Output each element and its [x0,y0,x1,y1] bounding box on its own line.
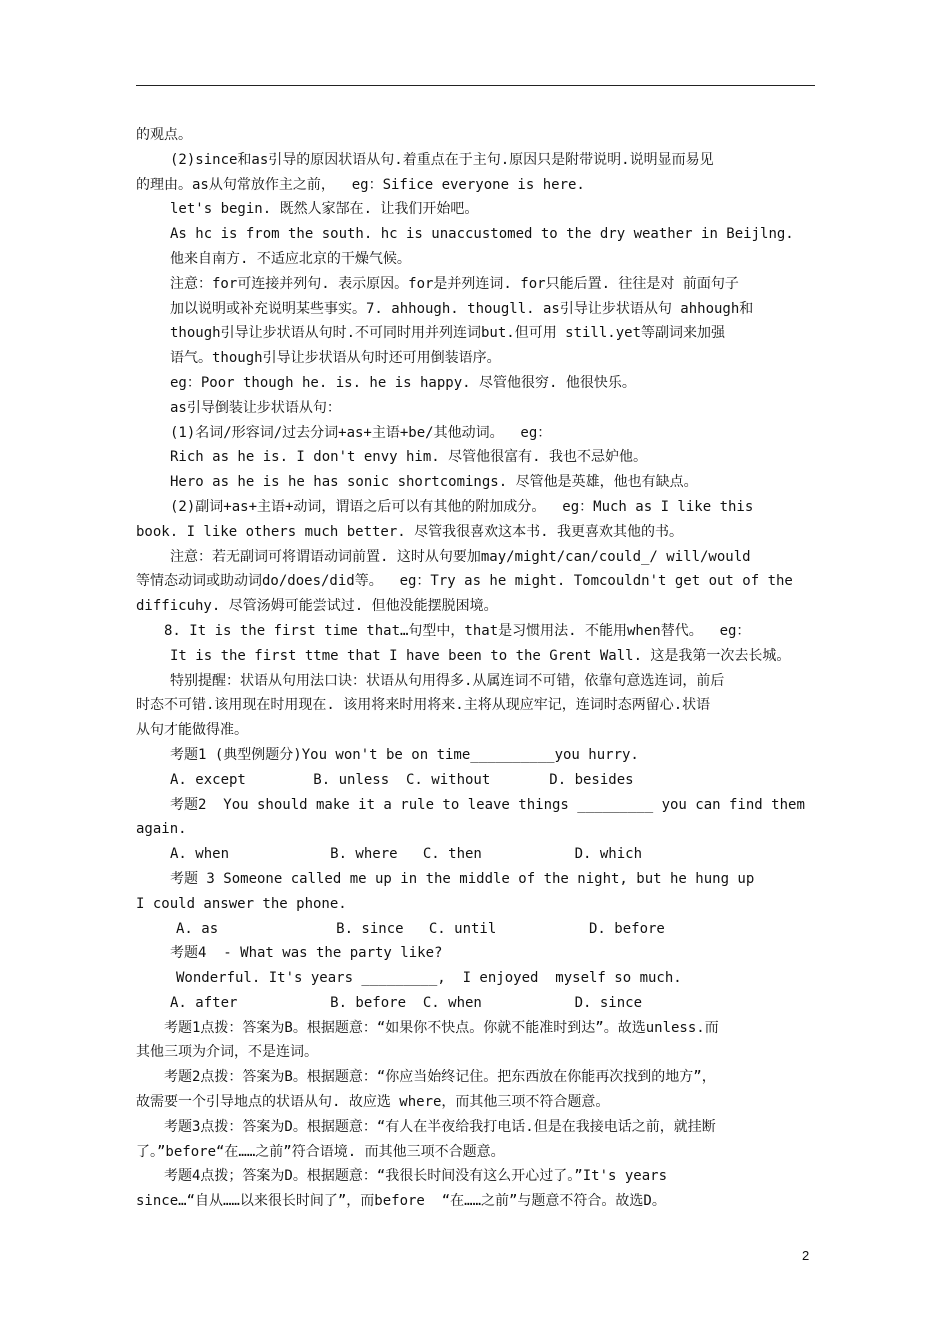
text-line: as引导倒装让步状语从句： [170,399,341,416]
text-line: since…“自从……以来很长时间了”，而before “在……之前”与题意不符合。故选D。 [136,1193,666,1210]
explanation-line: 考题4点拨；答案为D。根据题意：“我很长时间没有这么开心过了。”It's years [164,1168,668,1185]
text-line: 的理由。as从句常放作主之前， eg：Sifice everyone is here. [136,176,585,193]
text-line: 从句才能做得准。 [136,722,248,739]
text-line: again. [136,821,187,838]
explanation-line: 考题2点拨：答案为B。根据题意：“你应当始终记住。把东西放在你能再次找到的地方”， [164,1069,716,1086]
text-line: 特别提醒：状语从句用法口诀：状语从句用得多.从属连词不可错，依靠句意选连词，前后 [170,672,725,689]
text-line: 时态不可错.该用现在时用现在. 该用将来时用将来.主将从现应牢记，连词时态两留心.状语 [136,697,711,714]
text-line: 故需要一个引导地点的状语从句. 故应选 where，而其他三项不符合题意。 [136,1094,610,1111]
question-line: 考题4 - What was the party like? [170,945,443,962]
text-line: I could answer the phone. [136,895,347,912]
text-line: It is the first ttme that I have been to the Grent Wall. 这是我第一次去长城。 [170,647,791,664]
text-line: 8. It is the first time that…句型中，that是习惯用法. 不能用when替代。 eg： [164,622,751,639]
question-line: 考题2 You should make it a rule to leave things _________ you can find them [170,796,805,813]
text-line: (2)since和as引导的原因状语从句.着重点在于主句.原因只是附带说明.说明显而易见 [170,151,714,168]
text-line: difficuhy. 尽管汤姆可能尝试过. 但他没能摆脱困境。 [136,598,498,615]
text-line: 注意：若无副词可将谓语动词前置. 这时从句要加may/might/can/could_/ will/would [170,548,751,565]
text-line: 了。”before“在……之前”符合语境. 而其他三项不合题意。 [136,1143,505,1160]
text-line: 加以说明或补充说明某些事实。7. ahhough. thougll. as引导让步状语从句 ahhough和 [170,300,754,317]
answer-options: A. when B. where C. then D. which [170,846,643,863]
explanation-line: 考题1点拨：答案为B。根据题意：“如果你不快点。你就不能准时到达”。故选unless.而 [164,1019,719,1036]
answer-options: A. except B. unless C. without D. besides [170,771,634,788]
text-line: 他来自南方. 不适应北京的干燥气候。 [170,250,411,267]
text-line: book. I like others much better. 尽管我很喜欢这本书. 我更喜欢其他的书。 [136,523,684,540]
text-line: 其他三项为介词，不是连词。 [136,1044,318,1061]
text-line: 等情态动词或助动词do/does/did等。 eg：Try as he might. Tomcouldn't get out of the [136,573,793,590]
answer-options: A. after B. before C. when D. since [170,994,643,1011]
text-line: Hero as he is he has sonic shortcomings. 尽管他是英雄，他也有缺点。 [170,474,698,491]
answer-options: A. as B. since C. until D. before [176,920,665,937]
document-body [136,123,815,1214]
text-line: 语气。though引导让步状语从句时还可用倒装语序。 [170,350,501,367]
page-number: 2 [802,1248,810,1263]
text-line: 的观点。 [136,127,192,143]
text-line: As hc is from the south. hc is unaccustomed to the dry weather in Beijlng. [170,226,794,243]
text-line: Rich as he is. I don't envy him. 尽管他很富有. 我也不忌妒他。 [170,449,648,466]
text-line: though引导让步状语从句时.不可同时用并列连词but.但可用 still.yet等副词来加强 [170,325,726,342]
text-line: 注意：for可连接并列句. 表示原因。for是并列连词. for只能后置. 往往是对 前面句子 [170,275,739,292]
header-rule [136,85,815,86]
explanation-line: 考题3点拨：答案为D。根据题意：“有人在半夜给我打电话.但是在我接电话之前，就挂断 [164,1118,716,1135]
question-line: 考题 3 Someone called me up in the middle of the night, but he hung up [170,870,755,887]
text-line: eg：Poor though he. is. he is happy. 尽管他很穷. 他很快乐。 [170,374,636,391]
text-line: let's begin. 既然人家郜在. 让我们开始吧。 [170,201,479,218]
text-line: Wonderful. It's years _________, I enjoyed myself so much. [176,970,682,987]
text-line: (2)副词+as+主语+动词，谓语之后可以有其他的附加成分。 eg：Much as I like this [170,498,754,515]
text-line: (1)名词/形容词/过去分词+as+主语+be/其他动词。 eg： [170,424,552,441]
question-line: 考题1 (典型例题分)You won't be on time__________you hurry. [170,746,639,763]
